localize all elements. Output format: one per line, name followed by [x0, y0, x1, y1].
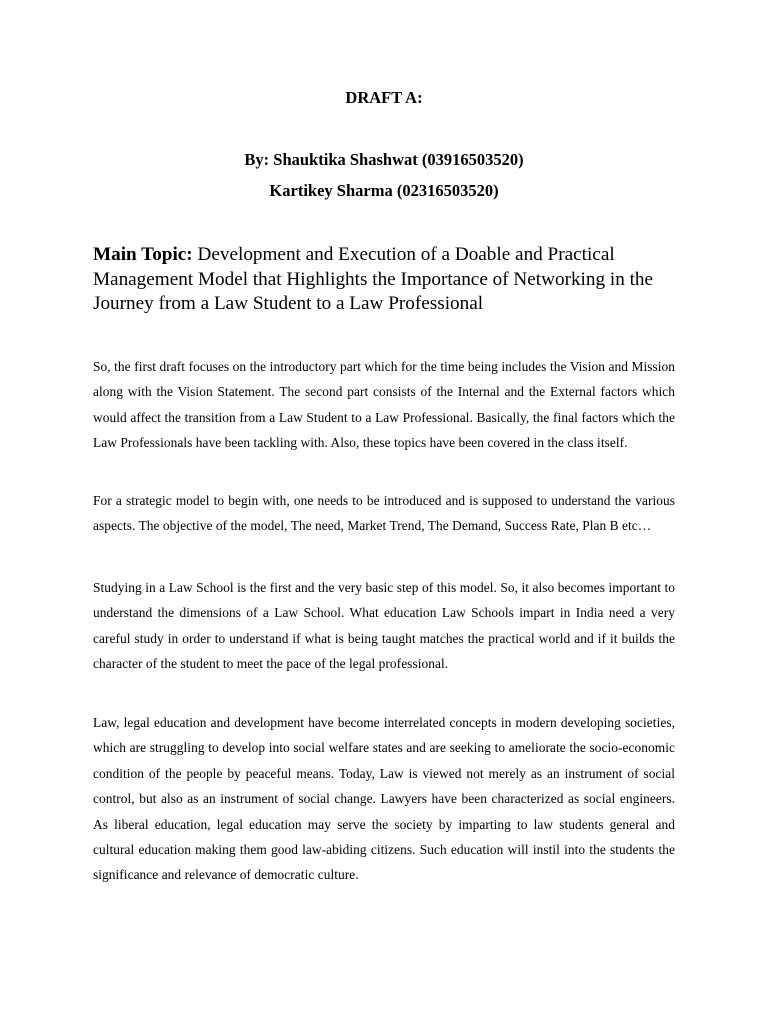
document-title: DRAFT A:	[345, 88, 423, 107]
body-paragraph-2: For a strategic model to begin with, one needs to be introduced and is supposed to understand the various aspects. The objective of the model, The need, Market Trend, The Demand, Success Rate, Plan B etc…	[93, 493, 675, 534]
author-line-1: By: Shauktika Shashwat (03916503520)	[244, 150, 524, 169]
body-paragraph-1: So, the first draft focuses on the introductory part which for the time being includes the Vision and Mission along with the Vision Statement. The second part consists of the Internal and the External factors which would affect the transition from a Law Student to a Law Professional. Basically, the final factors which the Law Professionals have been tackling with. Also, these topics have been covered in the class itself.	[93, 359, 675, 451]
main-topic-text: Development and Execution of a Doable and Practical Management Model that Highlights the Importance of Networking in the Journey from a Law Student to a Law Professional	[93, 244, 654, 314]
author-line-2: Kartikey Sharma (02316503520)	[269, 181, 499, 200]
body-paragraph-4: Law, legal education and development have become interrelated concepts in modern developing societies, which are struggling to develop into social welfare states and are seeking to ameliorate the socio-economic condition of the people by peaceful means. Today, Law is viewed not merely as an instrument of social control, but also as an instrument of social change. Lawyers have been characterized as social engineers. As liberal education, legal education may serve the society by imparting to law students general and cultural education making them good law-abiding citizens. Such education will instil into the students the significance and relevance of democratic culture.	[93, 715, 675, 883]
body-paragraph-3: Studying in a Law School is the first and the very basic step of this model. So, it also becomes important to understand the dimensions of a Law School. What education Law Schools impart in India need a very careful study in order to understand if what is being taught matches the practical world and if it builds the character of the student to meet the pace of the legal professional.	[93, 580, 675, 672]
main-topic	[93, 243, 678, 317]
main-topic-label: Main Topic:	[93, 244, 193, 265]
